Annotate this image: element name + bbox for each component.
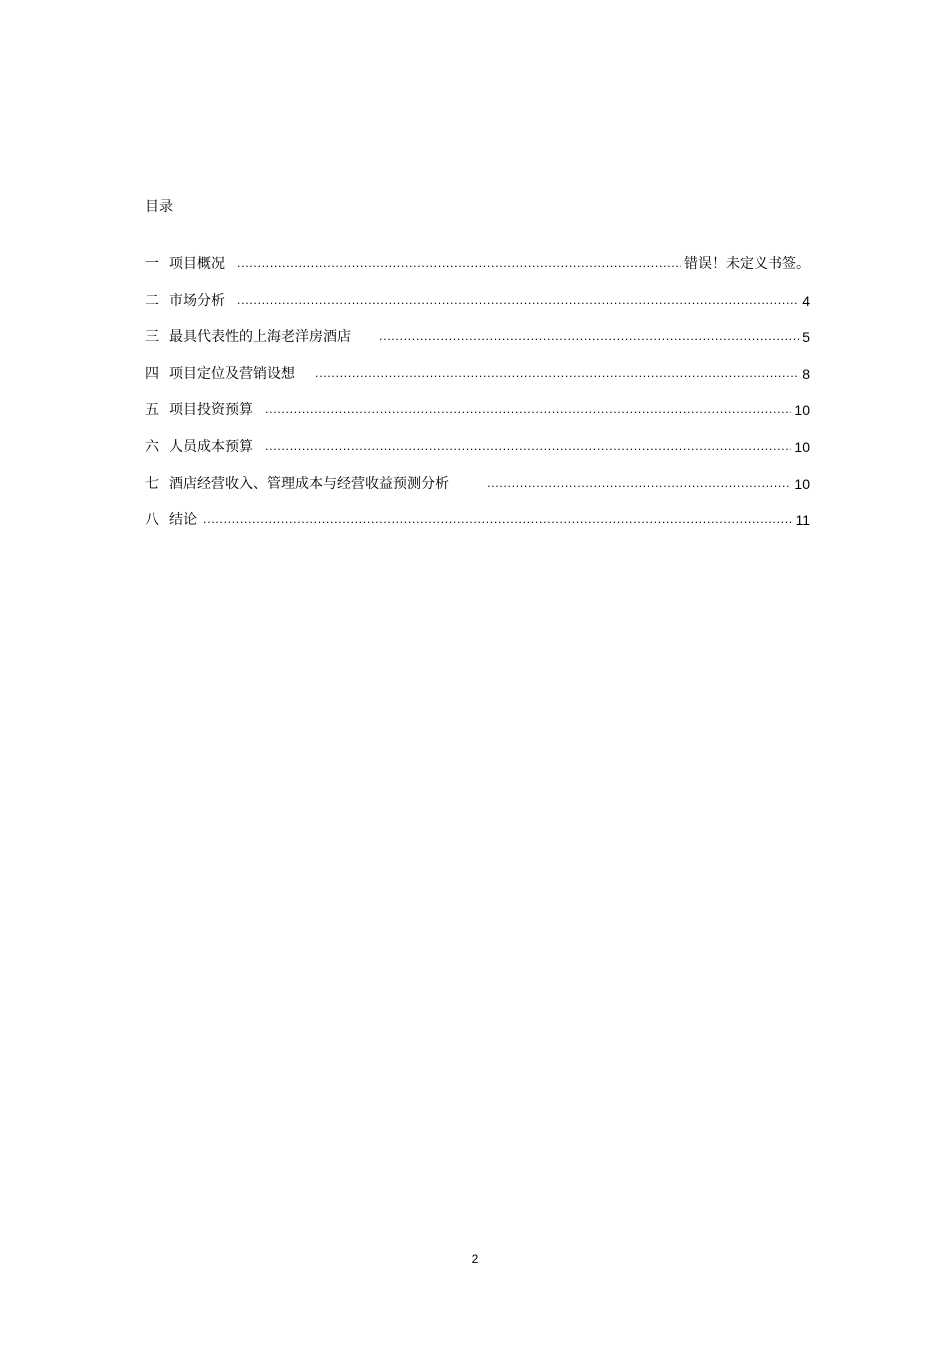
toc-entry-page: 8 — [802, 365, 810, 382]
toc-entry-number: 七 — [145, 475, 159, 492]
toc-entry-number: 二 — [145, 292, 159, 309]
toc-entry[interactable] — [145, 401, 810, 438]
toc-dot-leader — [203, 511, 792, 529]
toc-entry[interactable] — [145, 438, 810, 475]
toc-entry-title[interactable]: 最具代表性的上海老洋房酒店 — [169, 329, 351, 346]
toc-entry[interactable] — [145, 255, 810, 292]
toc-entry-page: 10 — [794, 475, 810, 492]
toc-entry-number: 八 — [145, 512, 159, 529]
toc-entry-title[interactable]: 结论 — [169, 512, 197, 529]
toc-entry-title[interactable]: 市场分析 — [169, 292, 225, 309]
toc-entry-title[interactable]: 项目定位及营销设想 — [169, 365, 295, 382]
toc-entry-title[interactable]: 项目投资预算 — [169, 402, 253, 419]
toc-entry-page: 10 — [794, 438, 810, 455]
toc-entry-number: 六 — [145, 438, 159, 455]
toc-dot-leader — [379, 328, 799, 346]
toc-entry-title[interactable]: 项目概况 — [169, 256, 225, 272]
toc-entry[interactable] — [145, 511, 810, 548]
toc-entry[interactable] — [145, 365, 810, 402]
toc-entry-title[interactable]: 酒店经营收入、管理成本与经营收益预测分析 — [169, 475, 449, 492]
toc-dot-leader — [487, 475, 791, 493]
toc-dot-leader — [237, 255, 681, 273]
toc-entry-page: 5 — [802, 329, 810, 346]
page-number: 2 — [471, 1252, 479, 1266]
toc-title: 目录 — [145, 199, 173, 215]
toc-entry[interactable] — [145, 328, 810, 365]
toc-entry[interactable] — [145, 292, 810, 329]
toc-entry-number: 三 — [145, 329, 159, 346]
toc-dot-leader — [265, 401, 791, 419]
toc-entry-number: 一 — [145, 256, 159, 272]
toc-entry-number: 五 — [145, 402, 159, 419]
toc-entry-page: 4 — [802, 292, 810, 309]
toc-dot-leader — [237, 292, 799, 310]
toc-entry[interactable] — [145, 475, 810, 512]
toc-dot-leader — [315, 365, 799, 383]
toc-entry-title[interactable]: 人员成本预算 — [169, 438, 253, 455]
toc-dot-leader — [265, 438, 791, 456]
toc-entry-page: 错误！未定义书签。 — [684, 256, 810, 272]
toc-entry-page: 11 — [795, 512, 810, 529]
table-of-contents — [145, 255, 810, 548]
toc-entry-number: 四 — [145, 365, 159, 382]
toc-entry-page: 10 — [794, 402, 810, 419]
